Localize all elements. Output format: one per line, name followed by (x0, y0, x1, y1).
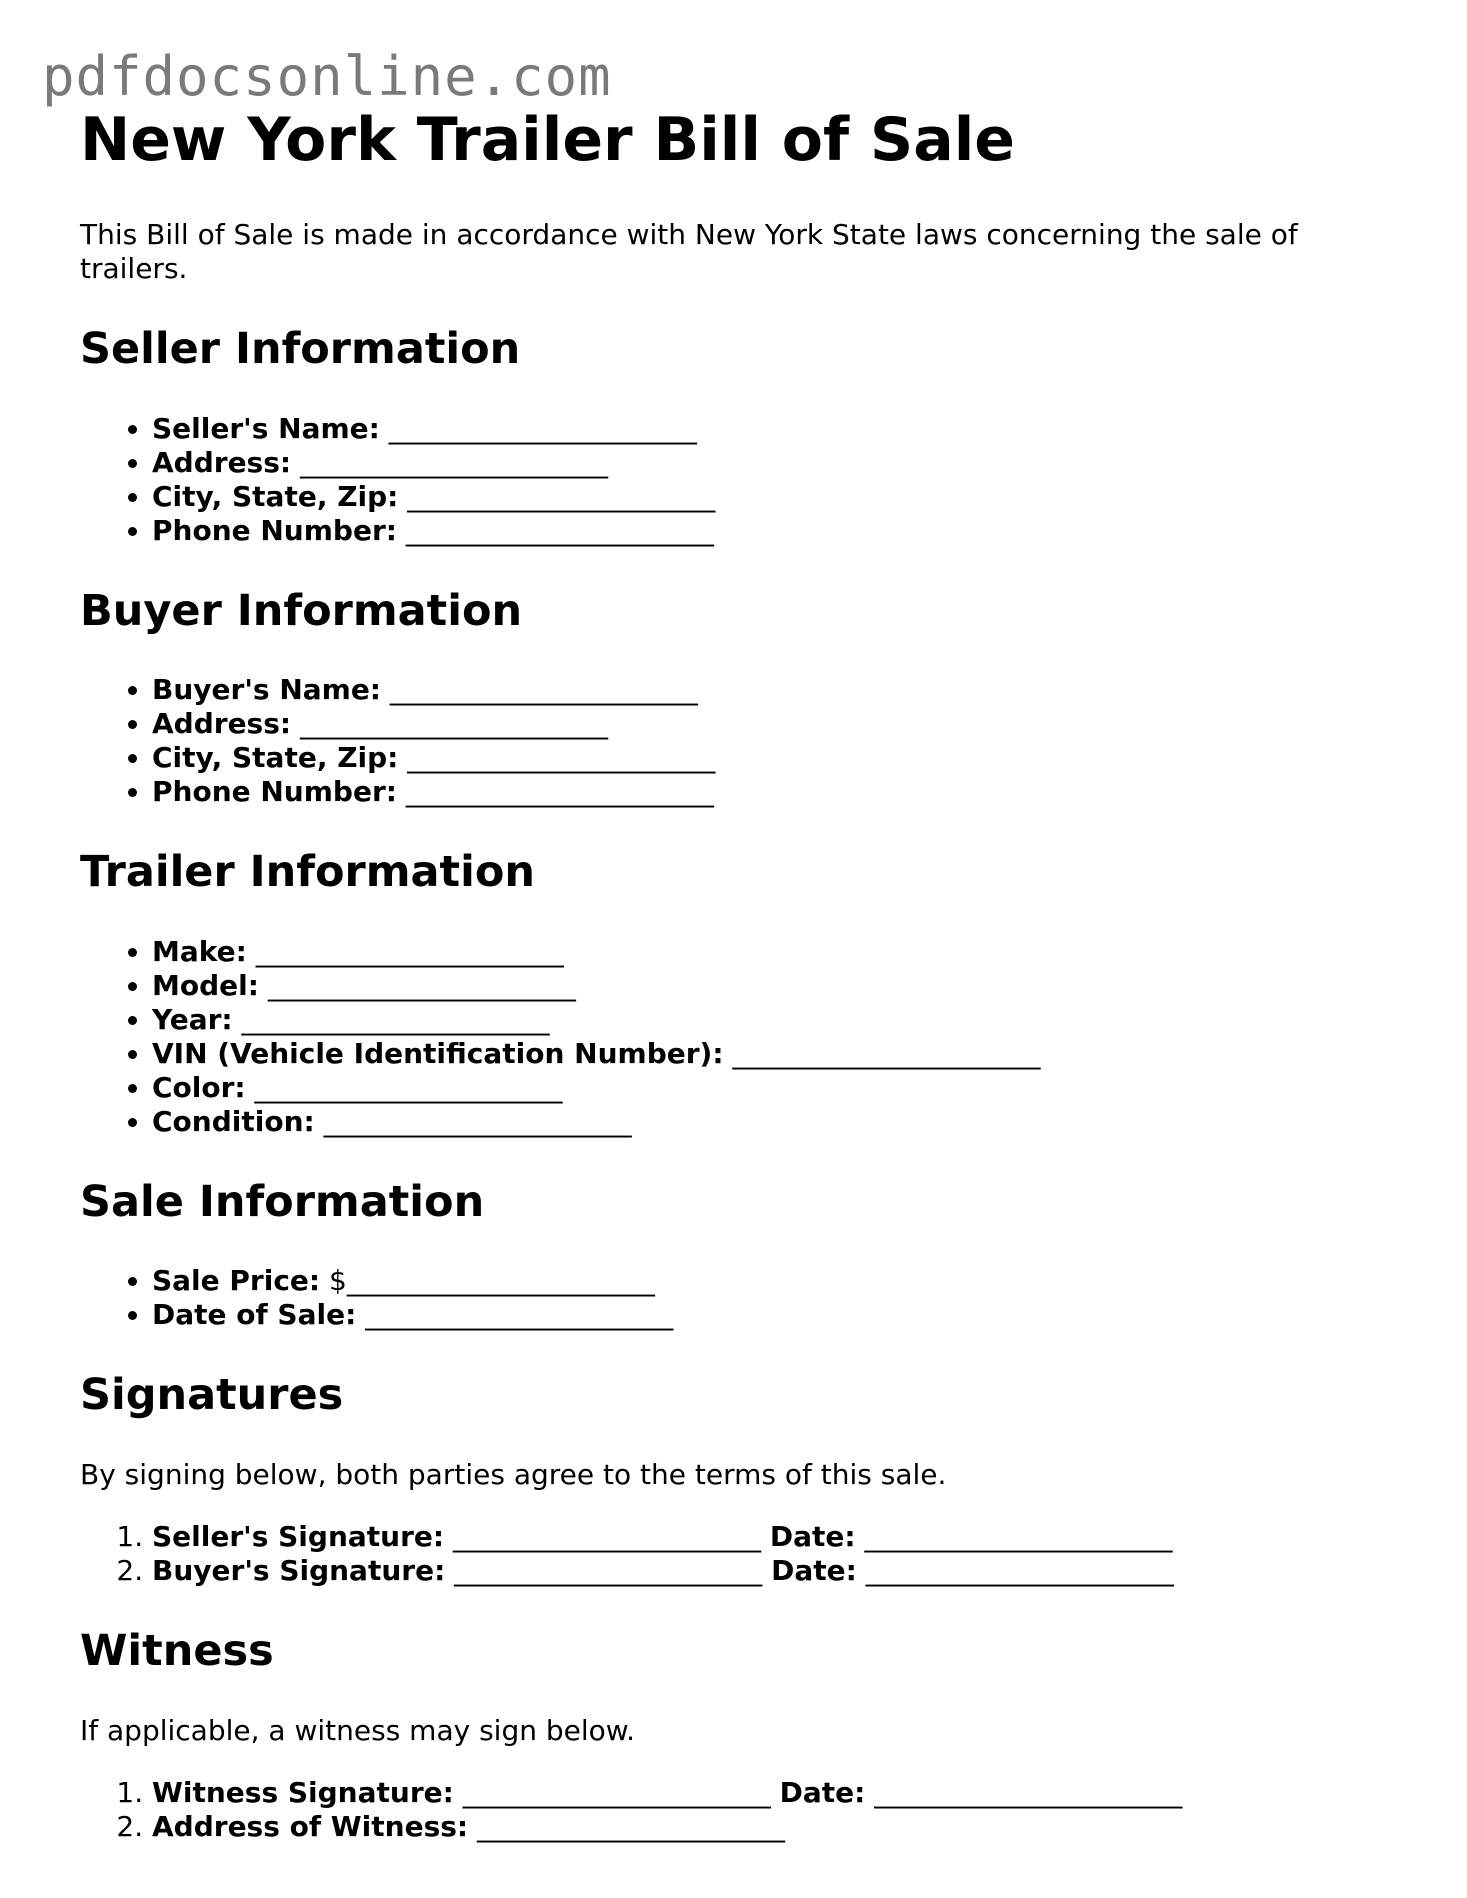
intro-text: This Bill of Sale is made in accordance with New York State laws concerning the sale of trailers. (80, 218, 1298, 285)
blank-line[interactable]: ______________________ (365, 1298, 674, 1332)
blank-line[interactable]: ______________________ (405, 513, 714, 547)
blank-line[interactable]: ______________________ (389, 673, 698, 707)
list-item (152, 935, 1410, 969)
list-item (152, 707, 1410, 741)
field-label: Phone Number: (152, 513, 397, 547)
field-label: Condition: (152, 1104, 315, 1138)
field-label: Date of Sale: (152, 1298, 357, 1332)
signatures-heading: Signatures (80, 1370, 344, 1421)
blank-line[interactable]: ______________________ (407, 479, 716, 513)
field-label: Make: (152, 934, 247, 968)
blank-line[interactable]: ______________________ (865, 1553, 1174, 1587)
blank-line[interactable]: ______________________ (454, 1553, 763, 1587)
witness-note: If applicable, a witness may sign below. (80, 1713, 636, 1747)
blank-line[interactable]: ______________________ (462, 1775, 771, 1809)
blank-line[interactable]: ______________________ (241, 1002, 550, 1036)
list-item (152, 1003, 1410, 1037)
field-label: Address: (152, 707, 292, 741)
field-label: Witness Signature: (152, 1775, 454, 1809)
list-item (152, 412, 1410, 446)
blank-line[interactable]: ______________________ (874, 1775, 1183, 1809)
list-item (152, 741, 1410, 775)
blank-line[interactable]: ______________________ (267, 968, 576, 1002)
date-label: Date: (779, 1775, 866, 1809)
blank-line[interactable]: ______________________ (405, 775, 714, 809)
buyer-heading: Buyer Information (80, 585, 523, 636)
seller-heading: Seller Information (80, 324, 521, 374)
field-label: Phone Number: (152, 775, 397, 809)
sale-heading: Sale Information (80, 1176, 485, 1227)
blank-line[interactable]: ______________________ (255, 934, 564, 968)
witness-list (80, 1776, 1410, 1844)
list-item (152, 446, 1410, 480)
field-label: VIN (Vehicle Identification Number): (152, 1036, 724, 1070)
blank-line[interactable]: ______________________ (732, 1036, 1041, 1070)
sale-list (80, 1264, 1410, 1332)
blank-line[interactable]: ______________________ (300, 707, 608, 741)
list-item (152, 1105, 1410, 1139)
blank-line[interactable]: ______________________ (254, 1070, 563, 1104)
list-item (152, 1776, 1410, 1810)
field-label: Address: (152, 445, 292, 479)
witness-heading: Witness (80, 1625, 274, 1676)
signatures-note: By signing below, both parties agree to the terms of this sale. (80, 1457, 947, 1491)
date-label: Date: (769, 1519, 856, 1553)
list-item (152, 480, 1410, 514)
field-label: Buyer's Name: (152, 673, 382, 707)
list-item (152, 673, 1410, 707)
trailer-heading: Trailer Information (80, 847, 535, 898)
trailer-list (80, 935, 1410, 1139)
field-label: Seller's Signature: (152, 1519, 445, 1553)
field-label: Address of Witness: (152, 1809, 469, 1843)
list-item (152, 1071, 1410, 1105)
list-item (152, 969, 1410, 1003)
list-item (152, 1264, 1410, 1298)
list-item (152, 775, 1410, 809)
field-label: Buyer's Signature: (152, 1553, 446, 1587)
field-label: Year: (152, 1002, 233, 1036)
list-item (152, 1037, 1410, 1071)
blank-line[interactable]: ______________________ (388, 411, 697, 445)
date-label: Date: (771, 1553, 857, 1587)
field-label: Color: (152, 1070, 246, 1104)
blank-line[interactable]: ______________________ (323, 1104, 632, 1138)
seller-list (80, 412, 1410, 548)
list-item (152, 1810, 1410, 1844)
document-title: New York Trailer Bill of Sale (80, 105, 1015, 175)
watermark: pdfdocsonline.com (42, 45, 612, 108)
list-item (152, 1298, 1410, 1332)
blank-line[interactable]: $______________________ (329, 1264, 655, 1298)
list-item (152, 1554, 1410, 1588)
buyer-list (80, 673, 1410, 809)
blank-line[interactable]: ______________________ (864, 1519, 1173, 1553)
signatures-list (80, 1520, 1410, 1588)
field-label: City, State, Zip: (152, 741, 399, 775)
blank-line[interactable]: ______________________ (453, 1519, 761, 1553)
blank-line[interactable]: ______________________ (477, 1809, 786, 1843)
blank-line[interactable]: ______________________ (407, 741, 716, 775)
field-label: City, State, Zip: (152, 479, 399, 513)
list-item (152, 514, 1410, 548)
blank-line[interactable]: ______________________ (300, 445, 608, 479)
field-label: Seller's Name: (152, 411, 380, 445)
list-item (152, 1520, 1410, 1554)
document-page (80, 104, 1410, 1844)
field-label: Model: (152, 968, 259, 1002)
field-label: Sale Price: (152, 1264, 321, 1298)
